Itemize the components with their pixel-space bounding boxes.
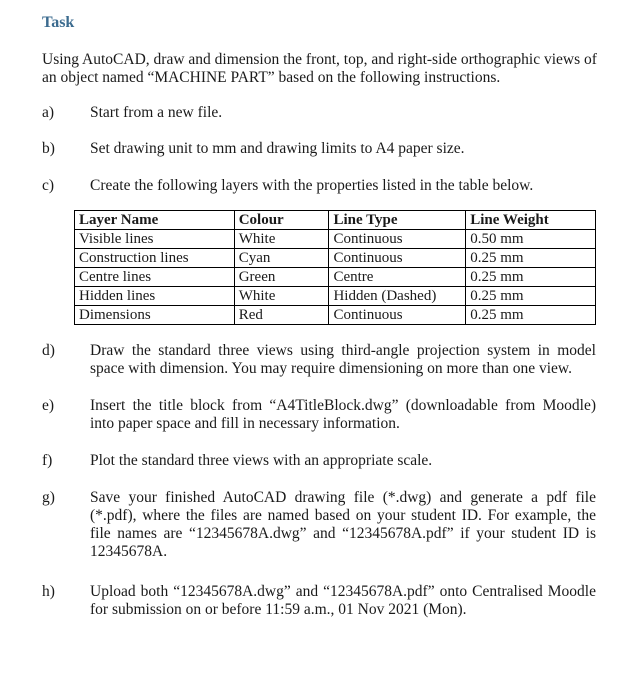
cell-layer-name: Dimensions (75, 306, 235, 325)
cell-line-weight: 0.25 mm (466, 287, 596, 306)
cell-line-weight: 0.50 mm (466, 230, 596, 249)
header-line-weight: Line Weight (466, 211, 596, 230)
item-letter: g) (42, 489, 55, 506)
intro-paragraph: Using AutoCAD, draw and dimension the front, top, and right-side orthographic views of an object named “MACHINE PART” based on the following instructions. (42, 51, 597, 86)
cell-line-type: Hidden (Dashed) (329, 287, 466, 306)
cell-colour: Red (234, 306, 329, 325)
item-text: Insert the title block from “A4TitleBlock.dwg” (downloadable from Moodle) into paper space and fill in necessary information. (90, 397, 596, 432)
cell-layer-name: Construction lines (75, 249, 235, 268)
cell-line-type: Continuous (329, 306, 466, 325)
cell-layer-name: Hidden lines (75, 287, 235, 306)
cell-line-weight: 0.25 mm (466, 306, 596, 325)
cell-colour: White (234, 287, 329, 306)
header-layer-name: Layer Name (75, 211, 235, 230)
item-text: Set drawing unit to mm and drawing limits to A4 paper size. (90, 140, 465, 157)
cell-layer-name: Centre lines (75, 268, 235, 287)
table-row (75, 230, 596, 249)
item-letter: f) (42, 452, 53, 469)
header-colour: Colour (234, 211, 329, 230)
cell-line-weight: 0.25 mm (466, 249, 596, 268)
cell-line-type: Centre (329, 268, 466, 287)
cell-colour: Cyan (234, 249, 329, 268)
item-letter: e) (42, 397, 55, 414)
item-letter: d) (42, 342, 55, 359)
table-row (75, 249, 596, 268)
cell-line-type: Continuous (329, 230, 466, 249)
item-text: Plot the standard three views with an appropriate scale. (90, 452, 433, 469)
cell-layer-name: Visible lines (75, 230, 235, 249)
item-text: Draw the standard three views using third-angle projection system in model space with dimension. You may require dimensioning on more than one view. (90, 342, 596, 377)
table-row (75, 287, 596, 306)
table-row (75, 268, 596, 287)
task-heading: Task (42, 14, 75, 31)
item-text: Upload both “12345678A.dwg” and “12345678A.pdf” onto Centralised Moodle for submission on or before 11:59 a.m., 01 Nov 2021 (Mon). (90, 583, 596, 618)
cell-line-type: Continuous (329, 249, 466, 268)
header-line-type: Line Type (329, 211, 466, 230)
item-text: Create the following layers with the properties listed in the table below. (90, 177, 534, 194)
item-letter: c) (42, 177, 55, 194)
item-letter: b) (42, 140, 55, 157)
cell-colour: White (234, 230, 329, 249)
item-text: Save your finished AutoCAD drawing file (*.dwg) and generate a pdf file (*.pdf), where the files are named based on your student ID. For example, the file names are “12345678A.dwg” and “12345678A.pdf” if your student ID is 12345678A. (90, 489, 596, 560)
cell-line-weight: 0.25 mm (466, 268, 596, 287)
item-text: Start from a new file. (90, 104, 223, 121)
table-row (75, 306, 596, 325)
item-letter: h) (42, 583, 55, 600)
layers-table (74, 210, 596, 325)
item-letter: a) (42, 104, 55, 121)
cell-colour: Green (234, 268, 329, 287)
table-header-row (75, 211, 596, 230)
